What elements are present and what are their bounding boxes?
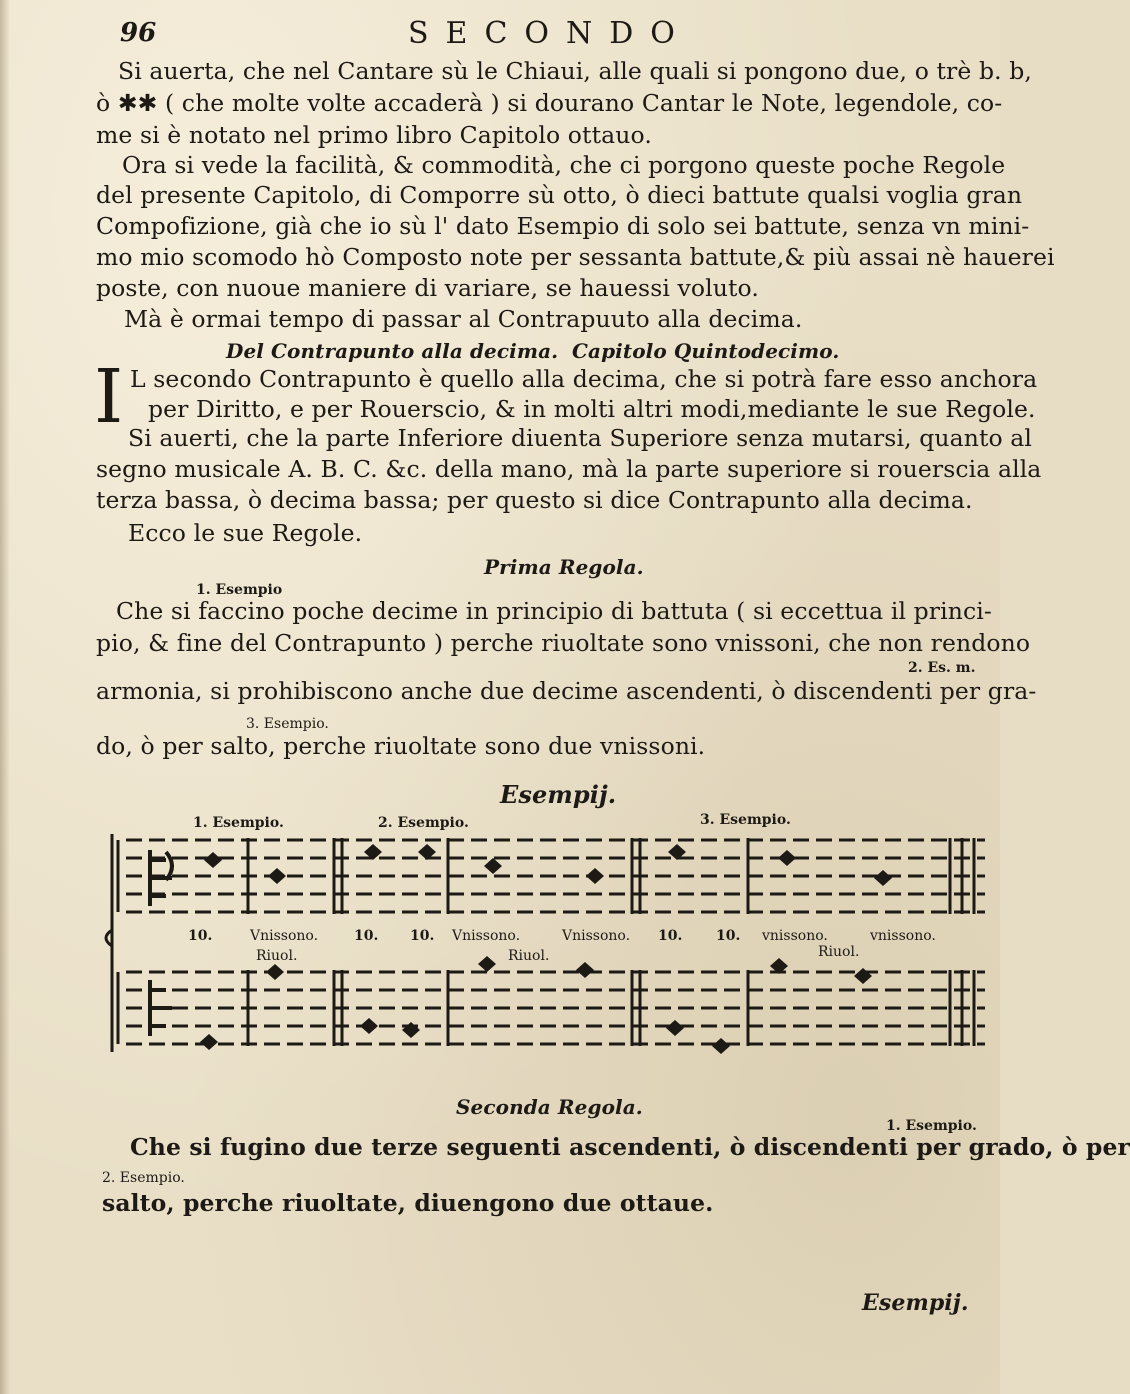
text-line: Compofizione, già che io sù l' dato Esempio di solo sei battute, senza vn mini-	[96, 212, 1030, 240]
example-marker: 2. Esempio.	[102, 1170, 185, 1186]
interval-label: 10.	[716, 928, 741, 944]
text-line: segno musicale A. B. C. &c. della mano, mà la parte superiore si rouerscia alla	[96, 455, 1042, 483]
interval-label: 10.	[188, 928, 213, 944]
text-line: Si auerti, che la parte Inferiore diuenta Superiore senza mutarsi, quanto al	[128, 424, 1033, 452]
note	[874, 870, 892, 886]
interval-label: vnissono.	[762, 928, 828, 944]
interval-label: vnissono.	[870, 928, 936, 944]
text-line: terza bassa, ò decima bassa; per questo si dice Contrapunto alla decima.	[96, 486, 973, 514]
note	[854, 968, 872, 984]
text-line: Che si faccino poche decime in principio di battuta ( si eccettua il princi-	[116, 597, 992, 625]
example-marker: 2. Es. m.	[908, 660, 976, 676]
text-line: del presente Capitolo, di Comporre sù otto, ò dieci battute qualsi voglia gran	[96, 181, 1023, 209]
interval-label: 10.	[658, 928, 683, 944]
text-line: Mà è ormai tempo di passar al Contrapuuto alla decima.	[124, 305, 803, 333]
example-label: 2. Esempio.	[378, 815, 469, 831]
note	[484, 858, 502, 874]
page-number: 96	[120, 18, 157, 48]
note	[666, 1020, 684, 1036]
note	[778, 850, 796, 866]
example-marker: 1. Esempio	[196, 582, 283, 598]
running-title: SECONDO	[408, 16, 692, 51]
note	[576, 962, 594, 978]
note	[402, 1022, 420, 1038]
chapter-heading-number: Capitolo Quintodecimo.	[572, 339, 840, 363]
note	[478, 956, 496, 972]
example-label: 3. Esempio.	[700, 812, 791, 828]
riuol-label: Riuol.	[256, 948, 298, 964]
text-line: mo mio scomodo hò Composto note per sessanta battute,& più assai nè hauerei	[96, 243, 1055, 271]
interval-label: Vnissono.	[250, 928, 319, 944]
note	[200, 1034, 218, 1050]
text-line: Che si fugino due terze seguenti ascendenti, ò discendenti per grado, ò per	[130, 1133, 1130, 1161]
text-line: do, ò per salto, perche riuoltate sono due vnissoni.	[96, 732, 706, 760]
note	[712, 1038, 730, 1054]
example-label: 1. Esempio.	[193, 815, 284, 831]
staff-brace	[106, 834, 118, 1052]
note	[360, 1018, 378, 1034]
note	[266, 964, 284, 980]
interval-label: 10.	[354, 928, 379, 944]
staff-top	[126, 840, 985, 912]
example-marker: 3. Esempio.	[246, 716, 329, 732]
text-line: Ecco le sue Regole.	[128, 519, 363, 547]
staff-bottom	[126, 972, 985, 1044]
text-line: armonia, si prohibiscono anche due decime ascendenti, ò discendenti per gra-	[96, 677, 1037, 705]
text-line: ò ✱✱ ( che molte volte accaderà ) si dourano Cantar le Note, legendole, co-	[96, 89, 1003, 117]
text-line: salto, perche riuoltate, diuengono due ottaue.	[102, 1189, 714, 1217]
rule-heading: Prima Regola.	[484, 555, 644, 579]
text-line: poste, con nuoue maniere di variare, se hauessi voluto.	[96, 274, 759, 302]
note	[586, 868, 604, 884]
clef-marks	[150, 850, 172, 1036]
interval-label: Vnissono.	[562, 928, 631, 944]
drop-cap: I	[94, 354, 124, 440]
text-line: me si è notato nel primo libro Capitolo ottauo.	[96, 121, 652, 149]
note	[204, 852, 222, 868]
rule-heading: Seconda Regola.	[456, 1095, 643, 1119]
text-line: L secondo Contrapunto è quello alla decima, che si potrà fare esso anchora	[130, 365, 1038, 393]
riuol-label: Riuol.	[818, 944, 860, 960]
text-line: Si auerta, che nel Cantare sù le Chiaui, alle quali si pongono due, o trè b. b,	[118, 57, 1032, 85]
text-line: pio, & fine del Contrapunto ) perche riuoltate sono vnissoni, che non rendono	[96, 629, 1031, 657]
example-marker: 1. Esempio.	[886, 1118, 977, 1134]
riuol-label: Riuol.	[508, 948, 550, 964]
chapter-heading-title: Del Contrapunto alla decima.	[226, 339, 559, 363]
text-line: Ora si vede la facilità, & commodità, che ci porgono queste poche Regole	[122, 151, 1006, 179]
note	[268, 868, 286, 884]
interval-label: 10.	[410, 928, 435, 944]
notes-top	[204, 844, 892, 886]
examples-heading: Esempij.	[500, 780, 617, 809]
text-line: per Diritto, e per Rouerscio, & in molti altri modi,mediante le sue Regole.	[148, 395, 1036, 423]
catchword: Esempij.	[862, 1290, 969, 1316]
interval-label: Vnissono.	[452, 928, 521, 944]
